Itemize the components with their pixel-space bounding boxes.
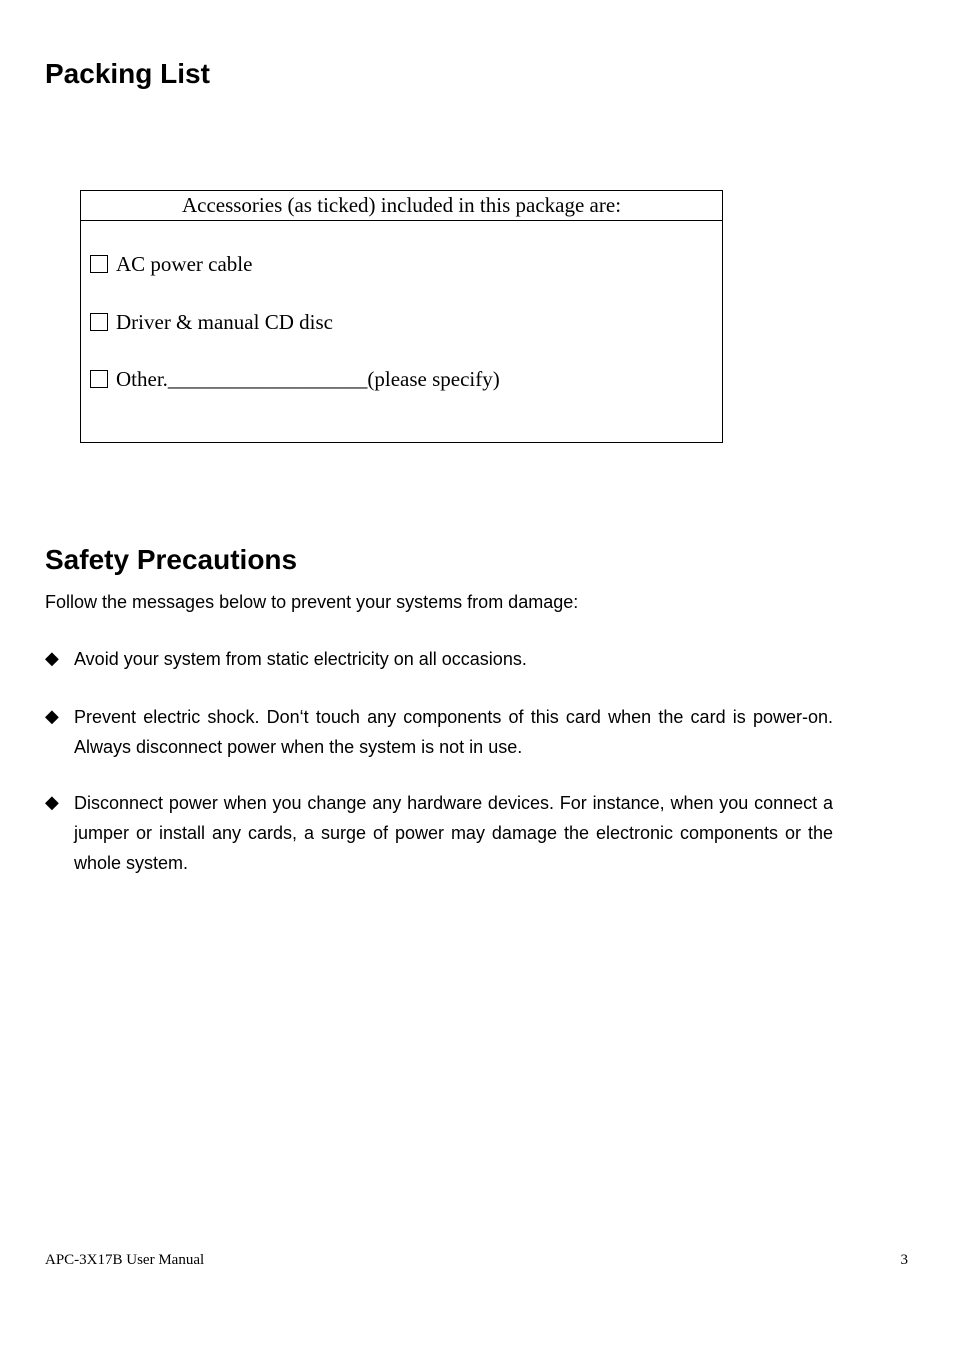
packing-item-label: Driver & manual CD disc: [116, 310, 333, 334]
packing-item-label: AC power cable: [116, 252, 253, 276]
safety-precautions-title: Safety Precautions: [45, 544, 298, 575]
diamond-bullet-icon: ◆: [45, 792, 59, 813]
checkbox[interactable]: [90, 313, 108, 331]
checkbox[interactable]: [90, 370, 108, 388]
packing-item-other: [90, 367, 500, 391]
safety-bullet-item: [45, 702, 833, 762]
packing-list-title: Packing List: [45, 58, 210, 89]
safety-bullet-item: [45, 644, 833, 674]
safety-bullet-text: Prevent electric shock. Don‘t touch any components of this card when the card is power-on. Always disconnect power when the system is not in use.: [74, 707, 833, 757]
diamond-bullet-icon: ◆: [45, 706, 59, 727]
footer-page-number: 3: [900, 1252, 908, 1268]
packing-list-box: [80, 190, 723, 443]
checkbox[interactable]: [90, 255, 108, 273]
diamond-bullet-icon: ◆: [45, 648, 59, 669]
packing-item-driver-cd: [90, 310, 333, 334]
packing-item-label: Other.___________________(please specify): [116, 367, 500, 391]
safety-bullet-text: Disconnect power when you change any hardware devices. For instance, when you connect a jumper or install any cards, a surge of power may damage the electronic components or the whole system.: [74, 793, 833, 873]
safety-bullet-text: Avoid your system from static electricity on all occasions.: [74, 649, 527, 669]
footer-manual-name: APC-3X17B User Manual: [45, 1252, 205, 1268]
safety-bullet-item: [45, 788, 833, 878]
packing-box-header: Accessories (as ticked) included in this package are:: [81, 191, 722, 221]
safety-intro-text: Follow the messages below to prevent your systems from damage:: [45, 592, 579, 612]
packing-item-ac-power-cable: [90, 252, 252, 276]
